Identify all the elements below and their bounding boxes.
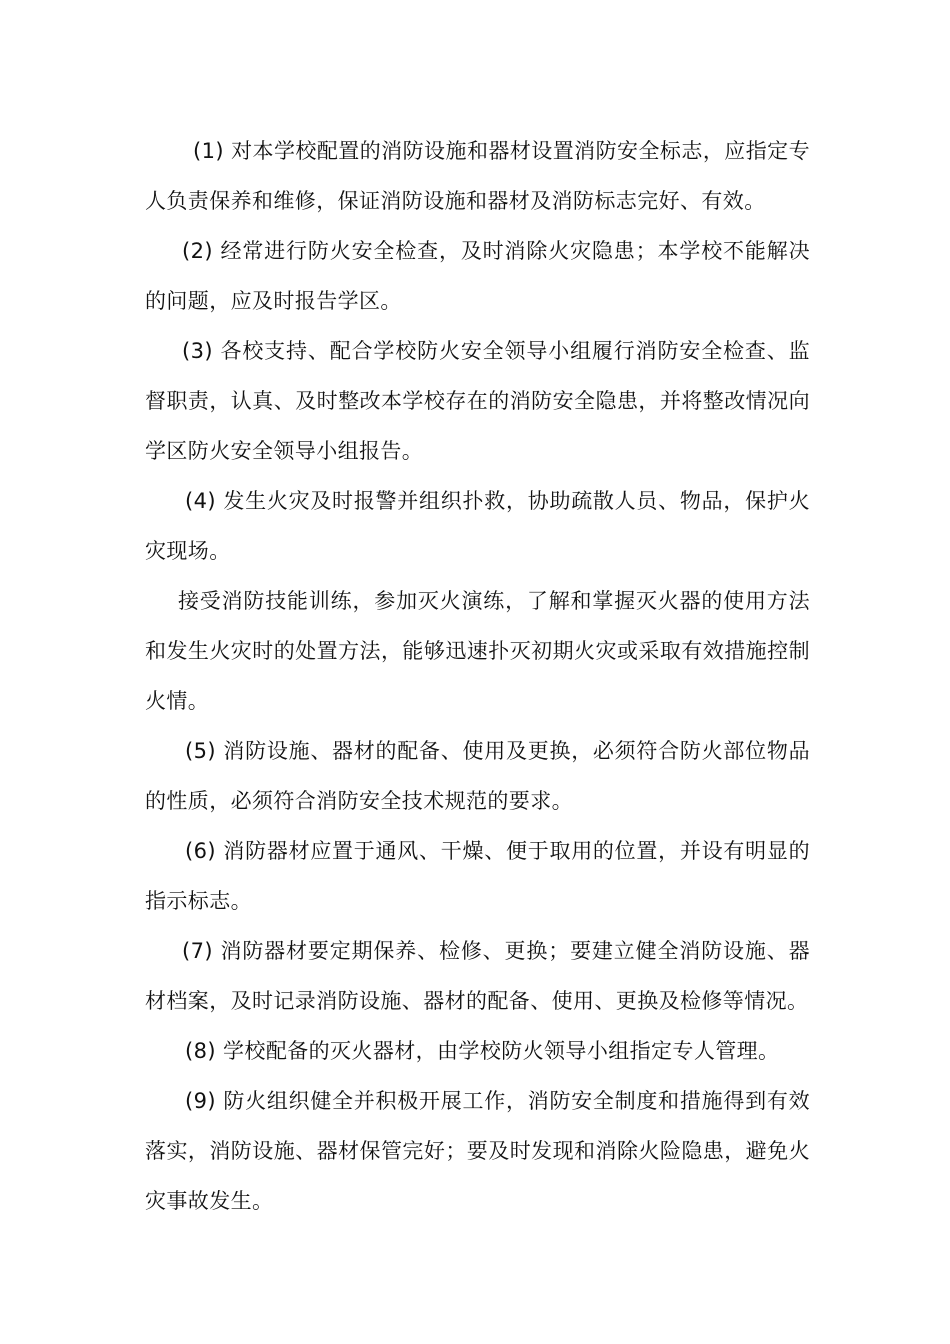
paragraph-item-2: (2) 经常进行防火安全检查，及时消除火灾隐患；本学校不能解决的问题，应及时报告学区。	[145, 239, 810, 313]
paragraph-item-1: (1) 对本学校配置的消防设施和器材设置消防安全标志，应指定专人负责保养和维修，保证消防设施和器材及消防标志完好、有效。	[145, 139, 810, 213]
paragraph-item-7: (7) 消防器材要定期保养、检修、更换；要建立健全消防设施、器材档案，及时记录消防设施、器材的配备、使用、更换及检修等情况。	[145, 939, 810, 1013]
paragraph-item-3: (3) 各校支持、配合学校防火安全领导小组履行消防安全检查、监督职责，认真、及时整改本学校存在的消防安全隐患，并将整改情况向学区防火安全领导小组报告。	[145, 339, 810, 463]
document-body	[145, 126, 810, 1226]
paragraph-item-4: (4) 发生火灾及时报警并组织扑救，协助疏散人员、物品，保护火灾现场。	[145, 489, 810, 563]
paragraph-training: 接受消防技能训练，参加灭火演练，了解和掌握灭火器的使用方法和发生火灾时的处置方法，能够迅速扑灭初期火灾或采取有效措施控制火情。	[145, 589, 810, 713]
paragraph-item-5: (5) 消防设施、器材的配备、使用及更换，必须符合防火部位物品的性质，必须符合消防安全技术规范的要求。	[145, 739, 810, 813]
paragraph-item-9: (9) 防火组织健全并积极开展工作，消防安全制度和措施得到有效落实，消防设施、器材保管完好；要及时发现和消除火险隐患，避免火灾事故发生。	[145, 1089, 810, 1213]
paragraph-item-8: (8) 学校配备的灭火器材，由学校防火领导小组指定专人管理。	[185, 1039, 780, 1063]
paragraph-item-6: (6) 消防器材应置于通风、干燥、便于取用的位置，并设有明显的指示标志。	[145, 839, 810, 913]
